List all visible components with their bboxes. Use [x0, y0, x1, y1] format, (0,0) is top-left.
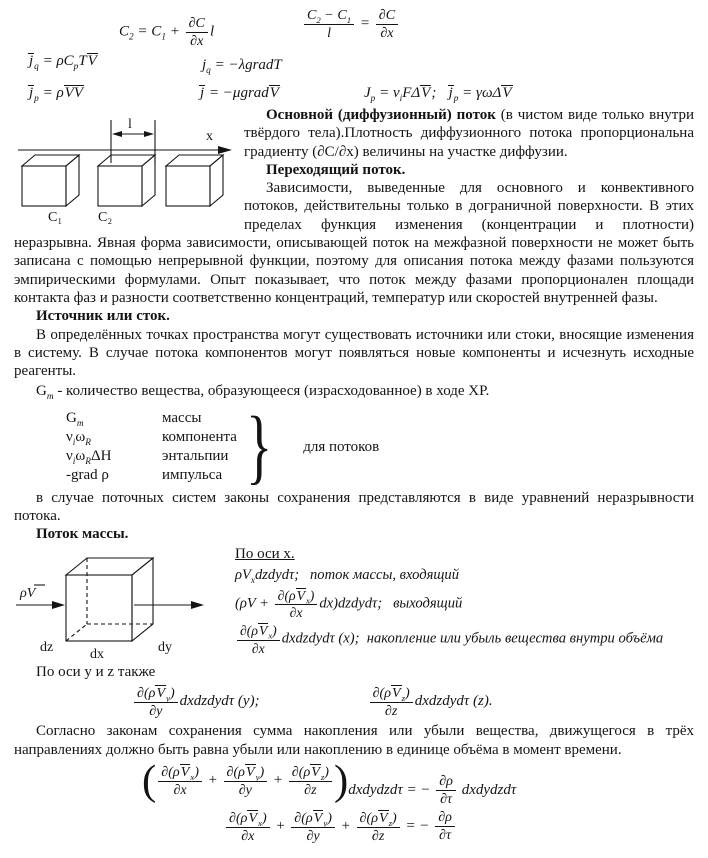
cube-hidden-depth-edge — [66, 624, 87, 641]
formula-mass-out: (ρV + $\frac{\partial(\rho V_x)}{\partial x}$ dx)dzdydτ; выходящий — [235, 587, 463, 620]
brace-glyph: } — [245, 399, 273, 493]
para-transition-flow: Зависимости, выведенные для основного и конвективного потоков, действительны только в дограничной поверхности. В этих пределах функция изменения (концентрации и плотности) неразрывна. Явная форма зависимости, описывающей поток на межфазной поверхности не может быть записана с помощью непрерывной функции, поэтому для описания потока между фазами пользуются эмпирическими формулами. Опыт показывает, что поток между фазами пропорционален площади контакта фаз и разности соответственно концентраций, температур или скоростей внутренней фазы. — [14, 180, 694, 306]
formula-axis-z: $\frac{\partial(\rho V_z)}{\partial z}$ dxdzdydτ (z). — [368, 685, 493, 719]
formula-momentum-flux-def: $j_p = \rho VV$ — [29, 85, 83, 104]
formula-mass-accumulation: $\frac{\partial(\rho V_x)}{\partial x}$ dxdzdydτ (x); накопление или убыль вещества внутри объёма — [14, 623, 694, 656]
x-axis-label: x — [206, 129, 213, 144]
label-dy: dy — [158, 640, 172, 656]
para-main-flow-text: (в чистом виде только внутри твёрдого тела).Плотность диффузионного потока пропорциональна градиенту (∂C/∂x) величины на участке диффузии. — [244, 107, 694, 160]
outflow-arrowhead — [191, 601, 204, 609]
flows-label-enthalpy: энтальпии — [162, 447, 229, 464]
top-formula-block — [14, 4, 694, 106]
measure-arrowhead-right — [144, 131, 154, 137]
label-c1: C₁ — [48, 210, 63, 224]
x-axis-arrowhead — [218, 146, 232, 154]
label-dx: dx — [90, 647, 104, 662]
para-continuity: в случае поточных систем законы сохранения представляются в виде уравнений неразрывности потока. — [14, 489, 694, 524]
diffusion-section — [14, 106, 694, 307]
measure-arrowhead-left — [112, 131, 122, 137]
formula-heat-flux-def: $j_q = \rho C_pTV$ — [29, 53, 97, 72]
heading-main-flow: Основной (диффузионный) поток — [266, 107, 496, 123]
heading-source-sink: Источник или сток. — [36, 308, 170, 325]
formula-newton-viscosity: j = −μgradV — [200, 85, 279, 101]
flows-label-component: компонента — [162, 428, 237, 445]
heading-mass-flow: Поток массы. — [36, 526, 129, 543]
flows-label-momentum: импульса — [162, 466, 223, 483]
para-source-sink: В определённых точках пространства могут существовать источники или стоки, вносящие изменения в систему. В случае потока компонентов могут появляться новые компоненты и исчезнуть исходные реагенты. — [14, 326, 694, 380]
flows-symbol-mass: $G_m$ — [66, 409, 84, 429]
cell-box-1-side — [66, 155, 79, 206]
formula-gradient-ratio: $\frac{C_2 - C_1}{l}$ = $\frac{\partial C}{\partial x}$ — [302, 8, 400, 41]
final-formula-block — [14, 757, 694, 844]
cell-box-3-side — [210, 155, 223, 206]
formula-axis-y: $\frac{\partial(\rho V_y)}{\partial y}$ dxdzdydτ (y); — [132, 685, 260, 719]
gm-definition: $G_m$ - количество вещества, образующееся (израсходованное) в ходе ХР. — [36, 383, 490, 403]
flows-symbol-component: $\nu_i\omega_R$ — [66, 428, 91, 448]
flows-symbol-enthalpy: $\nu_i\omega_R\Delta H$ — [66, 447, 112, 467]
formula-continuity-equation: $\frac{\partial(\rho V_x)}{\partial x}$ + $\frac{\partial(\rho V_y)}{\partial y}$ + $\frac{\partial(\rho V_z)}{\partial z}$ = − $\frac{\partial\rho}{\partial\tau}$ — [224, 810, 694, 844]
cube-right-face — [132, 558, 153, 641]
flows-label-mass: массы — [162, 409, 202, 426]
cell-box-3-top — [166, 155, 223, 166]
formula-c2-expansion: $C_2 = C_1$ + $\frac{\partial C}{\partial x}$ l — [119, 15, 215, 49]
cell-box-3-front — [166, 166, 210, 206]
formula-mass-in: $\rho V_xdzdyd\tau$; поток массы, входящий — [235, 566, 459, 585]
label-c2: C₂ — [98, 210, 113, 224]
mass-flow-section — [14, 545, 694, 662]
cube-front-face — [66, 575, 132, 641]
formula-balance-full: ( $\frac{\partial(\rho V_x)}{\partial x}$ + $\frac{\partial(\rho V_y)}{\partial y}$ + $\frac{\partial(\rho V_z)}{\partial z}$ ) dxdydzdτ = − $\frac{\partial\rho}{\partial\tau}$ dxdydzdτ — [142, 757, 517, 808]
formula-interphase-momentum: $J_p = \nu_iF\Delta V$; $j_p = \gamma\omega\Delta V$ — [364, 85, 512, 104]
cell-box-2-top — [98, 155, 155, 166]
volume-element-diagram — [14, 547, 227, 661]
formula-fourier-law: $j_q$ = −λgradT — [202, 57, 282, 76]
cell-box-1-top — [22, 155, 79, 166]
cell-box-1-front — [22, 166, 66, 206]
heading-axis-x: По оси x. — [235, 546, 295, 563]
flows-list-caption: для потоков — [303, 438, 380, 455]
flows-list — [66, 399, 694, 493]
para-axis-yz: По оси у и z также — [36, 664, 156, 681]
label-dz: dz — [40, 640, 54, 656]
heading-transition-flow: Переходящий поток. — [266, 161, 406, 178]
cube-top-face — [66, 558, 153, 575]
inflow-arrowhead — [52, 601, 65, 609]
length-label: l — [128, 117, 132, 132]
cell-box-2-side — [142, 155, 155, 206]
flows-symbol-momentum: -grad ρ — [66, 466, 109, 483]
para-conservation: Согласно законам сохранения сумма накопления или убыли вещества, движущегося в трёх направлениях должно быть равна убыли или накоплению в единице объёма в момент времени. — [14, 723, 694, 758]
inflow-label: ρV — [20, 586, 36, 602]
cell-box-2-front — [98, 166, 142, 206]
diffusion-cells-diagram — [14, 110, 236, 224]
flows-list-grid — [66, 409, 237, 485]
axis-yz-formula-row — [132, 685, 694, 719]
